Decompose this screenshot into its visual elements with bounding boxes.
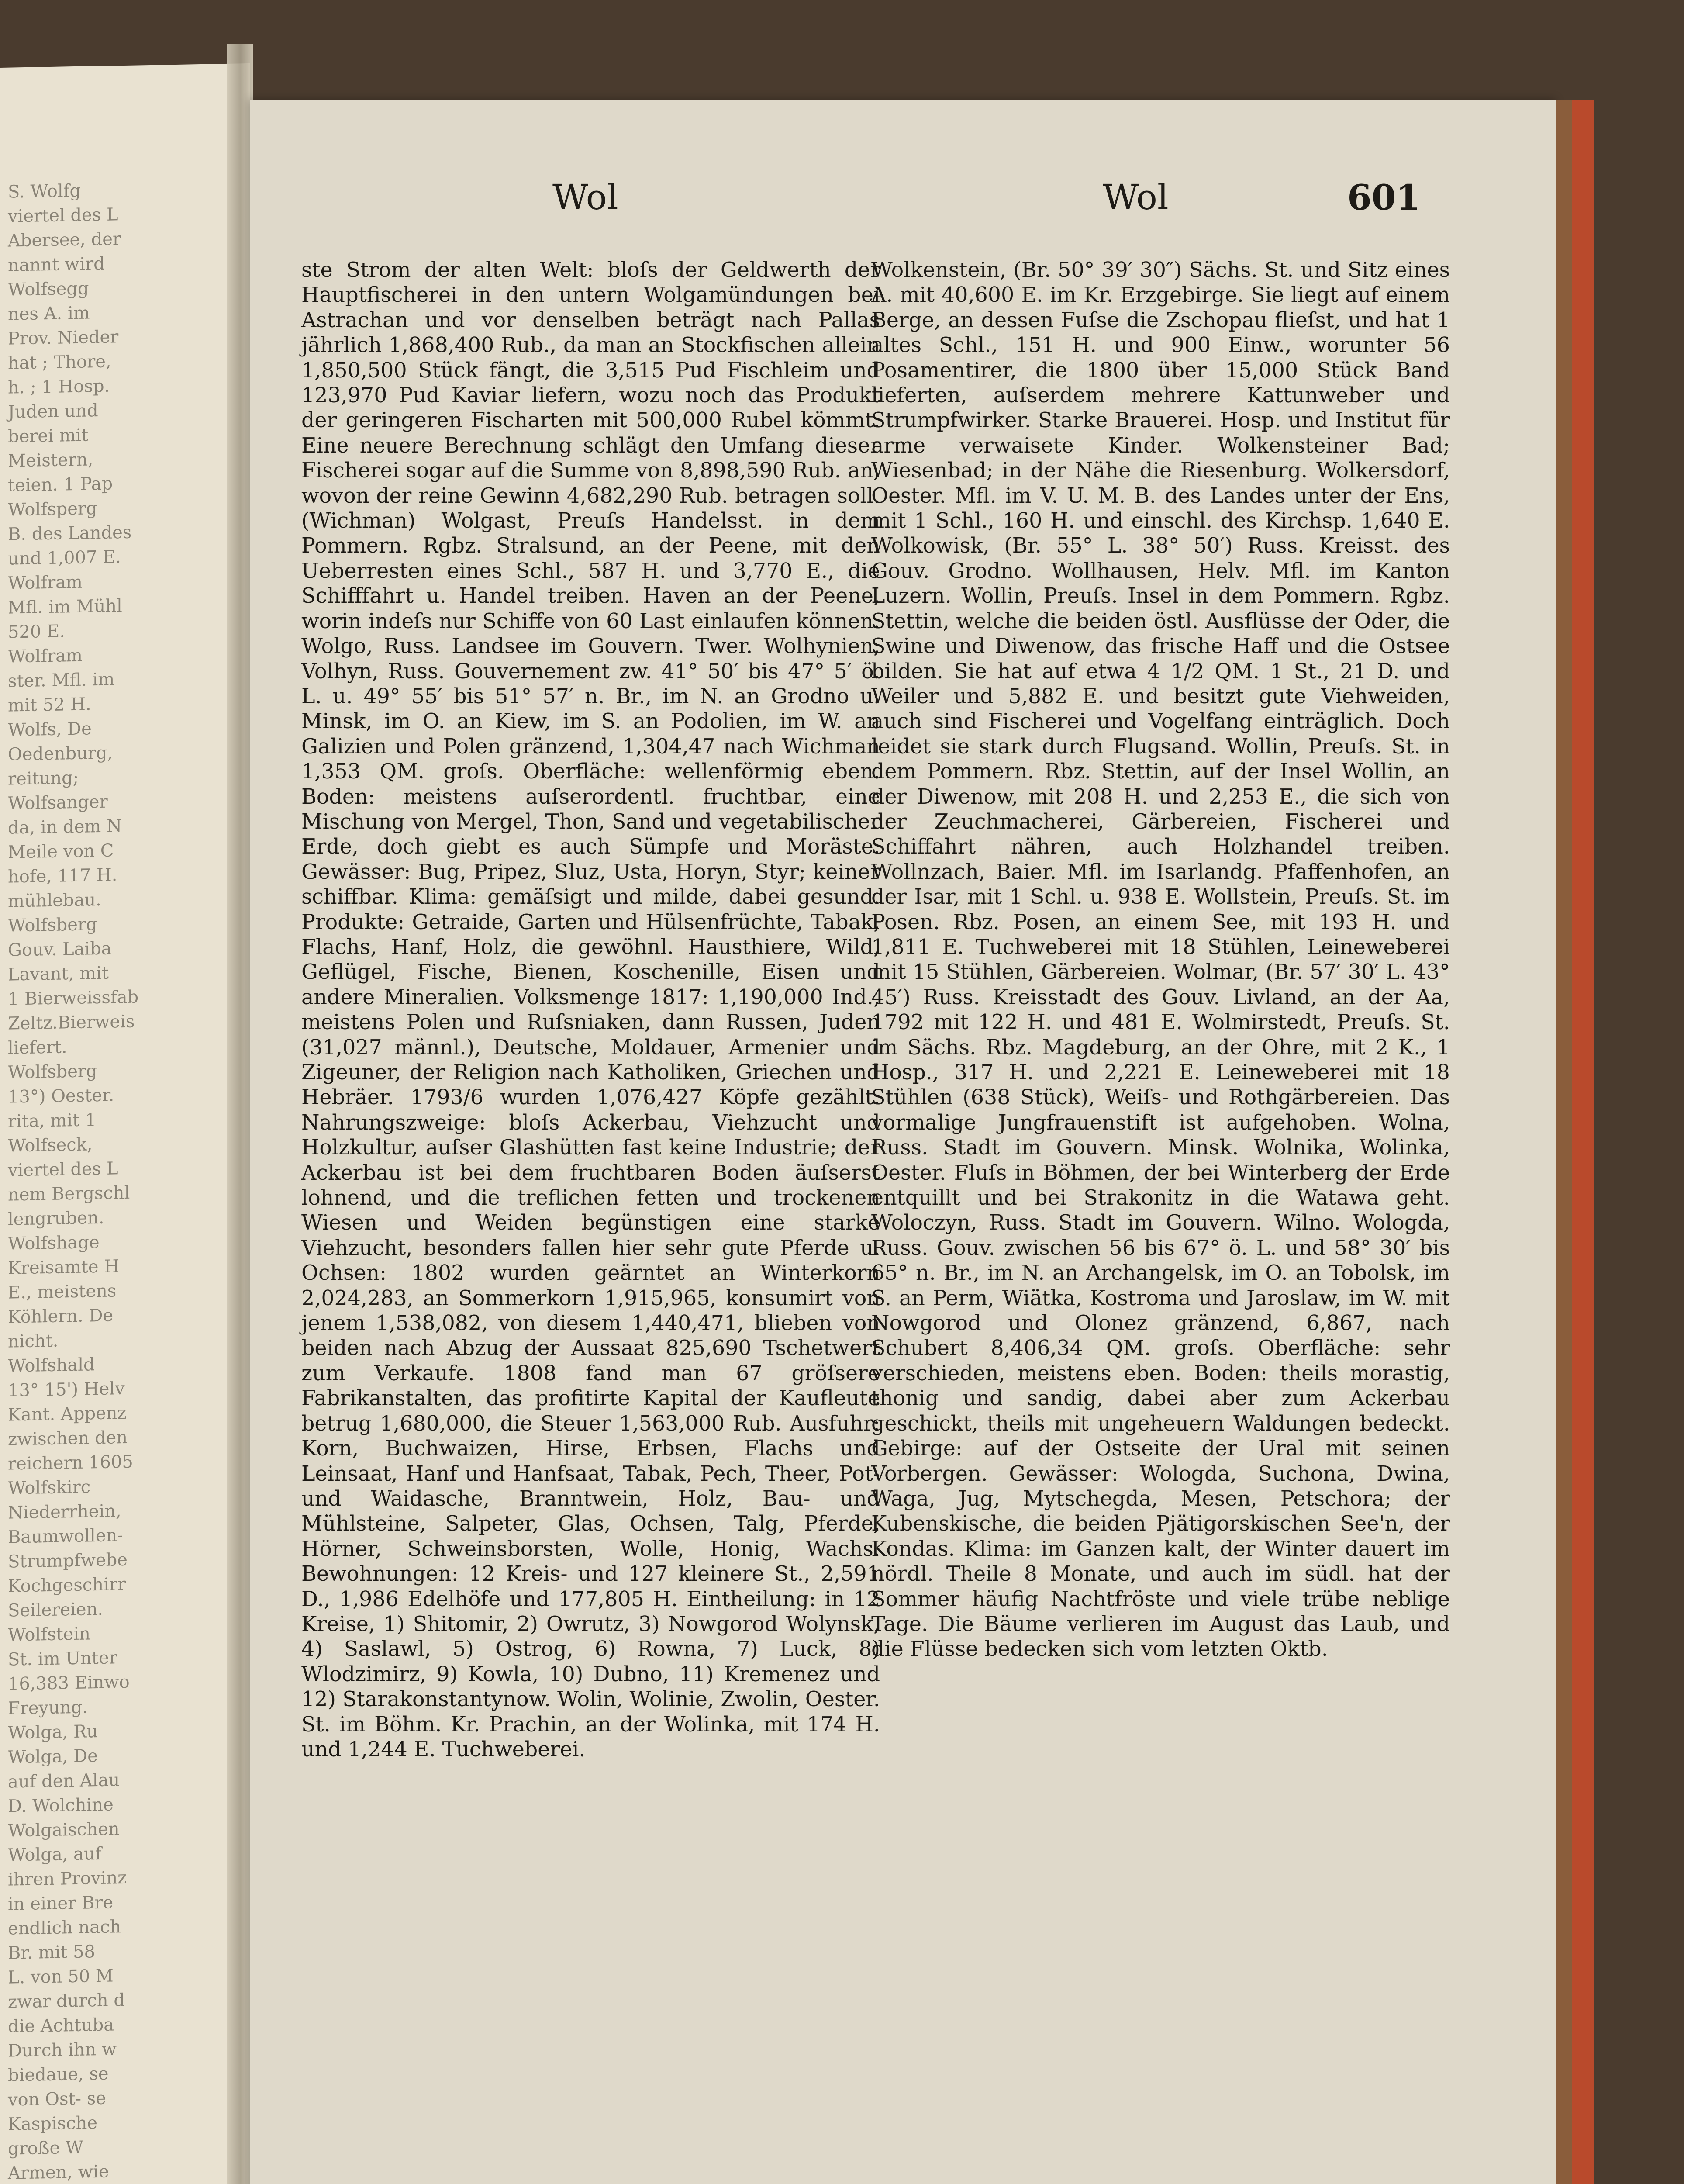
left-page-fragment: zwischen den xyxy=(8,1427,128,1450)
left-page-fragment: Abersee, der xyxy=(8,229,121,251)
left-page-fragment: lengruben. xyxy=(8,1207,104,1230)
left-page-fragment: Wolfsberg xyxy=(8,914,97,936)
left-page-fragment: E., meistens xyxy=(8,1281,117,1303)
left-page-fragment: Wolfram xyxy=(8,572,83,594)
left-page-fragment: Wolga, auf xyxy=(8,1843,102,1866)
left-page-fragment: reichern 1605 xyxy=(8,1451,133,1474)
left-page-fragment: Wolfseck, xyxy=(8,1134,93,1156)
left-page-fragment: Niederrhein, xyxy=(8,1501,121,1523)
left-page-fragment: Wolfshage xyxy=(8,1232,100,1254)
left-page-fragment: h. ; 1 Hosp. xyxy=(8,376,110,398)
left-page-fragment: nem Bergschl xyxy=(8,1182,130,1205)
left-page-fragment: Köhlern. De xyxy=(8,1305,114,1327)
left-page-fragment: Strumpfwebe xyxy=(8,1549,128,1572)
text-column-right xyxy=(871,258,1450,1662)
left-page-fragment: und 1,007 E. xyxy=(8,547,121,569)
left-page-fragment: rita, mit 1 xyxy=(8,1110,97,1132)
left-page-fragment: Baumwollen- xyxy=(8,1525,123,1548)
page-number: 601 xyxy=(1347,177,1420,218)
left-page-fragment: ihren Provinz xyxy=(8,1867,127,1890)
column-left-text: ste Strom der alten Welt: bloſs der Geldwerth der Hauptfischerei in den untern Wolgamündungen bei Astrachan und vor denselben beträgt nach Pallas jährlich 1,868,400 Rub., da man an Stockfischen allein 1,850,500 Stück fängt, die 3,515 Pud Fischleim und 123,970 Pud Kaviar liefern, wozu noch das Produkt der geringeren Fischarten mit 500,000 Rubel kömmt. Eine neuere Berechnung schlägt den Umfang dieser Fischerei sogar auf die Summe von 8,898,590 Rub. an, wovon der reine Gewinn 4,682,290 Rub. betragen soll. (Wichman) Wolgast, Preuſs Handelsst. in dem Pommern. Rgbz. Stralsund, an der Peene, mit den Ueberresten eines Schl., 587 H. und 3,770 E., die Schifffahrt u. Handel treiben. Haven an der Peene, worin indeſs nur Schiffe von 60 Last einlaufen können. Wolgo, Russ. Landsee im Gouvern. Twer. Wolhynien, Volhyn, Russ. Gouvernement zw. 41° 50′ bis 47° 5′ ö. L. u. 49° 55′ bis 51° 57′ n. Br., im N. an Grodno u. Minsk, im O. an Kiew, im S. an Podolien, im W. an Galizien und Polen gränzend, 1,304,47 nach Wichman 1,353 QM. groſs. Oberfläche: wellenförmig eben. Boden: meistens auſserordentl. fruchtbar, eine Mischung von Mergel, Thon, Sand und vegetabilischer Erde, doch giebt es auch Sümpfe und Moräste. Gewässer: Bug, Pripez, Sluz, Usta, Horyn, Styr; keiner schiffbar. Klima: gemäſsigt und milde, dabei gesund. Produkte: Getraide, Garten und Hülsenfrüchte, Tabak, Flachs, Hanf, Holz, die gewöhnl. Hausthiere, Wild, Geflügel, Fische, Bienen, Koschenille, Eisen und andere Mineralien. Volksmenge 1817: 1,190,000 Ind., meistens Polen und Ruſsniaken, dann Russen, Juden (31,027 männl.), Deutsche, Moldauer, Armenier und Zigeuner, der Religion nach Katholiken, Griechen und Hebräer. 1793/6 wurden 1,076,427 Köpfe gezählt. Nahrungszweige: bloſs Ackerbau, Viehzucht und Holzkultur, auſser Glashütten fast keine Industrie; der Ackerbau ist bei dem fruchtbaren Boden äuſserst lohnend, und die treflichen fetten und trockenen Wiesen und Weiden begünstigen eine starke Viehzucht, besonders fallen hier sehr gute Pferde u. Ochsen: 1802 wurden geärntet an Winterkorn 2,024,283, an Sommerkorn 1,915,965, konsumirt von jenem 1,538,082, von diesem 1,440,471, blieben von beiden nach Abzug der Aussaat 825,690 Tschetwert zum Verkaufe. 1808 fand man 67 gröſsere Fabrikanstalten, das profitirte Kapital der Kaufleute betrug 1,680,000, die Steuer 1,563,000 Rub. Ausfuhr: Korn, Buchwaizen, Hirse, Erbsen, Flachs und Leinsaat, Hanf und Hanfsaat, Tabak, Pech, Theer, Pot- und Waidasche, Branntwein, Holz, Bau- und Mühlsteine, Salpeter, Glas, Ochsen, Talg, Pferde, Hörner, Schweinsborsten, Wolle, Honig, Wachs. Bewohnungen: 12 Kreis- und 127 kleinere St., 2,591 D., 1,986 Edelhöfe und 177,805 H. Eintheilung: in 12 Kreise, 1) Shitomir, 2) Owrutz, 3) Nowgorod Wolynsk, 4) Saslawl, 5) Ostrog, 6) Rowna, 7) Luck, 8) Wlodzimirz, 9) Kowla, 10) Dubno, 11) Kremenez und 12) Starakonstantynow. Wolin, Wolinie, Zwolin, Oester. St. im Böhm. Kr. Prachin, an der Wolinka, mit 174 H. und 1,244 E. Tuchweberei. xyxy=(301,258,880,1762)
left-page-fragment: D. Wolchine xyxy=(8,1794,114,1817)
left-page-fragment: St. im Unter xyxy=(8,1648,117,1670)
left-page-fragment: Wolfstein xyxy=(8,1624,90,1645)
left-page-fragment: L. von 50 M xyxy=(8,1966,114,1988)
left-page-fragment: Kaspische xyxy=(8,2113,98,2135)
left-page-fragment: in einer Bre xyxy=(8,1892,114,1914)
left-page-fragment: die Achtuba xyxy=(8,2015,114,2037)
left-page-fragment: 1 Bierweissfab xyxy=(8,987,139,1009)
left-page-fragment: Mfl. im Mühl xyxy=(8,596,122,618)
left-page-fragment: von Ost- se xyxy=(8,2088,106,2110)
left-page-fragment: teien. 1 Pap xyxy=(8,473,113,496)
left-page-fragment: mühlebau. xyxy=(8,889,101,912)
left-page-fragment: Kochgeschirr xyxy=(8,1574,126,1597)
left-page-fragment: berei mit xyxy=(8,425,89,447)
left-page-fragment: Wolfsperg xyxy=(8,498,97,520)
left-page-fragment: reitung; xyxy=(8,767,79,789)
left-page-fragment: liefert. xyxy=(8,1037,67,1058)
left-page-fragment: viertel des L xyxy=(8,1158,118,1181)
left-page-fragment: 16,383 Einwo xyxy=(8,1672,130,1694)
left-page-fragment: endlich nach xyxy=(8,1917,121,1939)
left-page-fragment: nicht. xyxy=(8,1330,59,1352)
text-column-left xyxy=(301,258,880,1762)
left-page-fragment: Wolga, De xyxy=(8,1746,98,1768)
left-page-fragment: Seilereien. xyxy=(8,1599,104,1621)
running-head-right: Wol xyxy=(1103,177,1169,218)
left-page-fragment: da, in dem N xyxy=(8,816,122,838)
left-page-fragment: Freyung. xyxy=(8,1697,88,1719)
left-page-fragment: nannt wird xyxy=(8,253,105,276)
gutter xyxy=(227,44,253,2184)
left-page-fragment: 520 E. xyxy=(8,621,65,643)
left-page-fragment: Wolfsberg xyxy=(8,1061,97,1083)
left-page-fragment: Kant. Appenz xyxy=(8,1403,127,1425)
left-page-fragment: hat ; Thore, xyxy=(8,351,111,373)
left-page-fragment: B. des Landes xyxy=(8,522,132,545)
left-page-fragment: Wolfsanger xyxy=(8,791,108,814)
left-page-fragment: zwar durch d xyxy=(8,1990,125,2012)
left-page-fragment: mit 52 H. xyxy=(8,694,91,716)
left-page-fragment: Kreisamte H xyxy=(8,1256,120,1279)
left-page-fragment: biedaue, se xyxy=(8,2063,109,2086)
left-page-fragment: Meile von C xyxy=(8,840,114,863)
left-page-fragment: Wolfskirc xyxy=(8,1477,91,1499)
column-right-text: Wolkenstein, (Br. 50° 39′ 30″) Sächs. St. und Sitz eines A. mit 40,600 E. im Kr. Erzgebirge. Sie liegt auf einem Berge, an dessen Fuſse die Zschopau flieſst, und hat 1 altes Schl., 151 H. und 900 Einw., worunter 56 Posamentirer, die 1800 über 15,000 Stück Band lieferten, auſserdem mehrere Kattunweber und Strumpfwirker. Starke Brauerei. Hosp. und Institut für arme verwaisete Kinder. Wolkensteiner Bad; Wiesenbad; in der Nähe die Riesenburg. Wolkersdorf, Oester. Mfl. im V. U. M. B. des Landes unter der Ens, mit 1 Schl., 160 H. und einschl. des Kirchsp. 1,640 E. Wolkowisk, (Br. 55° L. 38° 50′) Russ. Kreisst. des Gouv. Grodno. Wollhausen, Helv. Mfl. im Kanton Luzern. Wollin, Preuſs. Insel in dem Pommern. Rgbz. Stettin, welche die beiden östl. Ausflüsse der Oder, die Swine und Diwenow, das frische Haff und die Ostsee bilden. Sie hat auf etwa 4 1/2 QM. 1 St., 21 D. und Weiler und 5,882 E. und besitzt gute Viehweiden, auch sind Fischerei und Vogelfang einträglich. Doch leidet sie stark durch Flugsand. Wollin, Preuſs. St. in dem Pommern. Rbz. Stettin, auf der Insel Wollin, an der Diwenow, mit 208 H. und 2,253 E., die sich von der Zeuchmacherei, Gärbereien, Fischerei und Schiffahrt nähren, auch Holzhandel treiben. Wollnzach, Baier. Mfl. im Isarlandg. Pfaffenhofen, an der Isar, mit 1 Schl. u. 938 E. Wollstein, Preuſs. St. im Posen. Rbz. Posen, an einem See, mit 193 H. und 1,811 E. Tuchweberei mit 18 Stühlen, Leineweberei mit 15 Stühlen, Gärbereien. Wolmar, (Br. 57′ 30′ L. 43° 45′) Russ. Kreisstadt des Gouv. Livland, an der Aa, 1792 mit 122 H. und 481 E. Wolmirstedt, Preuſs. St. im Sächs. Rbz. Magdeburg, an der Ohre, mit 2 K., 1 Hosp., 317 H. und 2,221 E. Leineweberei mit 18 Stühlen (638 Stück), Weiſs- und Rothgärbereien. Das vormalige Jungfrauenstift ist aufgehoben. Wolna, Russ. Stadt im Gouvern. Minsk. Wolnika, Wolinka, Oester. Fluſs in Böhmen, der bei Winterberg der Erde entquillt und bei Strakonitz in die Watawa geht. Woloczyn, Russ. Stadt im Gouvern. Wilno. Wologda, Russ. Gouv. zwischen 56 bis 67° ö. L. und 58° 30′ bis 65° n. Br., im N. an Archangelsk, im O. an Tobolsk, im S. an Perm, Wiätka, Kostroma und Jaroslaw, im W. mit Nowgorod und Olonez gränzend, 6,867, nach Schubert 8,406,34 QM. groſs. Oberfläche: sehr verschieden, meistens eben. Boden: theils morastig, thonig und sandig, dabei aber zum Ackerbau geschickt, theils mit ungeheuern Waldungen bedeckt. Gebirge: auf der Ostseite der Ural mit seinen Vorbergen. Gewässer: Wologda, Suchona, Dwina, Waga, Jug, Mytschegda, Mesen, Petschora; der Kubenskische, die beiden Pjätigorskischen See'n, der Kondas. Klima: im Ganzen kalt, der Winter dauert im nördl. Theile 8 Monate, und auch im südl. hat der Sommer häufig Nachtfröste und viele trübe neblige Tage. Die Bäume verlieren im August das Laub, und die Flüsse bedecken sich vom letzten Oktb. xyxy=(871,258,1450,1662)
left-page-fragment: Wolfsegg xyxy=(8,278,89,300)
left-page-fragment: große W xyxy=(8,2137,84,2159)
left-page-fragment: hofe, 117 H. xyxy=(8,865,117,887)
left-page-fragment: Wolfshald xyxy=(8,1355,95,1376)
left-page-fragment: viertel des L xyxy=(8,204,118,227)
left-page-fragment: Gouv. Laiba xyxy=(8,938,112,961)
left-page-fragment: Wolfs, De xyxy=(8,719,92,740)
left-page-fragment: Lavant, mit xyxy=(8,963,109,985)
left-page-fragment: Durch ihn w xyxy=(8,2039,117,2061)
left-page-fragment: Wolfram xyxy=(8,645,83,667)
left-page-fragment: S. Wolfg xyxy=(8,180,81,202)
left-page-fragment: Prov. Nieder xyxy=(8,327,119,349)
left-page-fragment: Wolga, Ru xyxy=(8,1721,98,1743)
left-page-fragment: Juden und xyxy=(8,401,98,422)
left-page-fragment: ster. Mfl. im xyxy=(8,669,115,691)
left-page-fragment: Wolgaischen xyxy=(8,1819,120,1841)
left-page-fragment: nes A. im xyxy=(8,303,90,325)
left-page-fragment: Oedenburg, xyxy=(8,743,113,765)
running-head-left: Wol xyxy=(552,177,618,218)
left-page-fragment: Armen, wie xyxy=(8,2161,109,2184)
left-page-fragment: Zeltz.Bierweis xyxy=(8,1011,135,1034)
cover-red-edge xyxy=(1572,100,1594,2184)
left-page xyxy=(0,63,250,2184)
left-page-fragment: Meistern, xyxy=(8,449,93,471)
left-page-fragment: 13°) Oester. xyxy=(8,1085,114,1107)
left-page-fragment: Br. mit 58 xyxy=(8,1942,95,1963)
left-page-fragment: auf den Alau xyxy=(8,1770,120,1792)
left-page-fragment: 13° 15') Helv xyxy=(8,1379,125,1401)
